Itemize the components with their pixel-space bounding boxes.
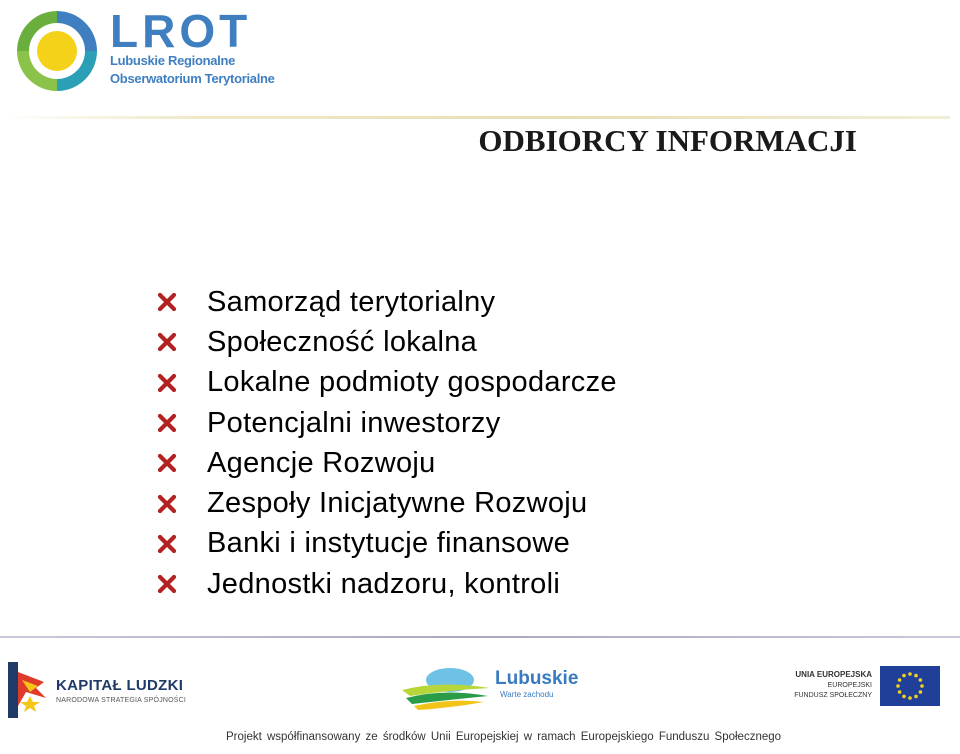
footer-divider: [0, 636, 960, 638]
lubuskie-title: Lubuskie: [495, 668, 579, 689]
list-item: [156, 443, 617, 483]
x-mark-icon: [156, 494, 178, 514]
kapital-ludzki-title: KAPITAŁ LUDZKI: [56, 677, 184, 694]
x-mark-icon: [156, 292, 178, 312]
list-item: [156, 483, 617, 523]
lubuskie-subtitle: Warte zachodu: [500, 690, 554, 699]
list-item-label: Zespoły Inicjatywne Rozwoju: [207, 487, 588, 520]
list-item-label: Jednostki nadzoru, kontroli: [207, 567, 561, 600]
list-item-label: Banki i instytucje finansowe: [207, 527, 571, 560]
x-mark-icon: [156, 373, 178, 393]
funding-note: Projekt współfinansowany ze środków Unii Europejskiej w ramach Europejskiego Funduszu Społecznego: [226, 731, 782, 743]
logo-subtitle-2: Obserwatorium Terytorialne: [110, 71, 275, 86]
logo-subtitle-1: Lubuskie Regionalne: [110, 53, 236, 68]
list-item: [156, 524, 617, 564]
eu-flag-icon: [880, 666, 940, 706]
list-item: [156, 564, 617, 604]
eu-label-2: EUROPEJSKI: [827, 682, 872, 689]
lubuskie-logo-icon: [400, 666, 492, 712]
kapital-ludzki-logo-icon: [8, 662, 50, 718]
slide-title: ODBIORCY INFORMACJI: [478, 123, 857, 158]
recipients-list: [156, 282, 617, 604]
footer: [0, 640, 960, 754]
list-item: [156, 322, 617, 362]
list-item-label: Potencjalni inwestorzy: [207, 406, 501, 439]
x-mark-icon: [156, 332, 178, 352]
list-item-label: Agencje Rozwoju: [207, 446, 436, 479]
list-item: [156, 282, 617, 322]
x-mark-icon: [156, 534, 178, 554]
list-item-label: Społeczność lokalna: [207, 325, 478, 358]
list-item-label: Samorząd terytorialny: [207, 285, 496, 318]
header-divider: [0, 116, 950, 119]
eu-label-1: UNIA EUROPEJSKA: [795, 670, 872, 679]
list-item-label: Lokalne podmioty gospodarcze: [207, 366, 617, 399]
kapital-ludzki-subtitle: NARODOWA STRATEGIA SPÓJNOŚCI: [56, 697, 187, 704]
x-mark-icon: [156, 574, 178, 594]
lrot-logo-icon: [12, 6, 102, 96]
eu-label-3: FUNDUSZ SPOŁECZNY: [794, 692, 872, 699]
header: [0, 0, 960, 118]
list-item: [156, 363, 617, 403]
x-mark-icon: [156, 453, 178, 473]
logo-title: LROT: [110, 5, 252, 57]
list-item: [156, 403, 617, 443]
x-mark-icon: [156, 413, 178, 433]
